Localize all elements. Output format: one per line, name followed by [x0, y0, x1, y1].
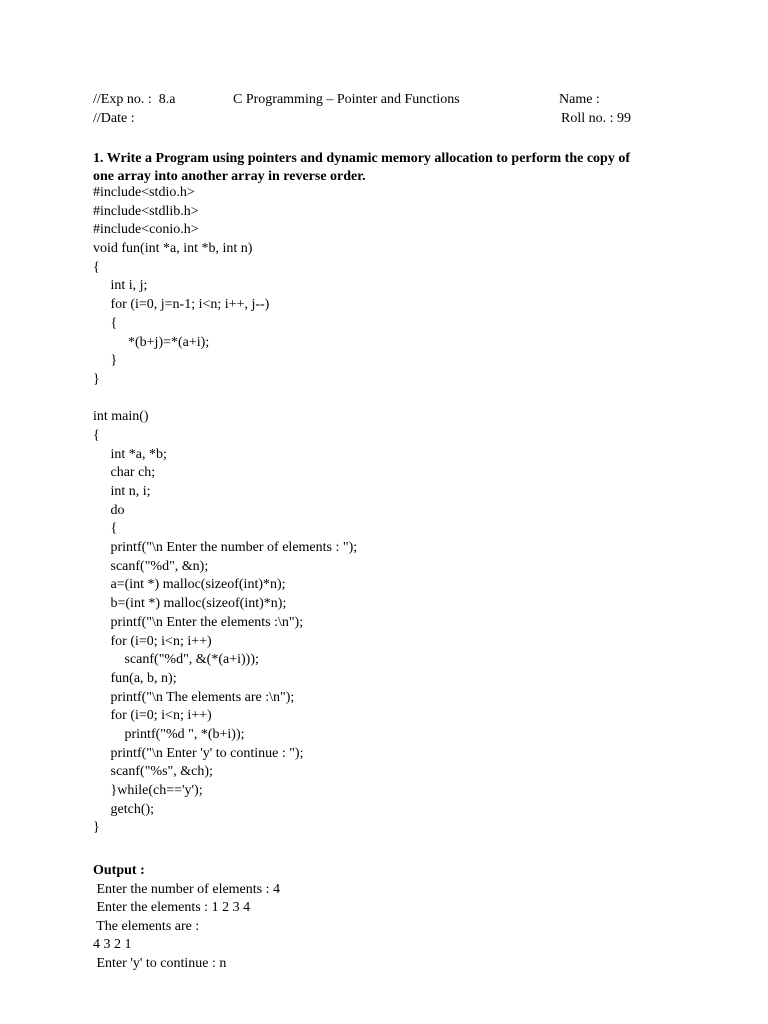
code-line: #include<stdlib.h>	[93, 203, 199, 219]
code-line: fun(a, b, n);	[93, 670, 177, 686]
output-line: Enter the elements : 1 2 3 4	[93, 900, 251, 916]
code-line: int n, i;	[93, 484, 151, 499]
roll-no: Roll no. : 99	[561, 111, 632, 126]
code-listing	[93, 184, 357, 838]
code-line: printf("\n Enter 'y' to continue : ");	[93, 745, 304, 761]
code-line: {	[93, 259, 100, 275]
code-line: }while(ch=='y');	[93, 783, 203, 798]
code-line: scanf("%d", &n);	[93, 558, 209, 574]
output-line: Enter 'y' to continue : n	[93, 955, 227, 971]
code-line: printf("\n Enter the elements :\n");	[93, 614, 304, 630]
code-line: void fun(int *a, int *b, int n)	[93, 241, 253, 257]
code-line: printf("\n Enter the number of elements : ");	[93, 540, 358, 556]
name-field: Name :	[559, 92, 600, 107]
code-line: #include<conio.h>	[93, 222, 199, 238]
output-title: Output :	[93, 863, 145, 878]
code-line: }	[93, 353, 118, 369]
code-line: getch();	[93, 801, 155, 817]
code-line: printf("%d ", *(b+i));	[93, 726, 245, 742]
question-text: 1. Write a Program using pointers and dynamic memory allocation to perform the copy of one array into another array in reverse order.	[93, 151, 631, 184]
code-line: char ch;	[93, 465, 156, 481]
code-line: {	[93, 521, 118, 537]
code-line: for (i=0, j=n-1; i<n; i++, j--)	[93, 297, 270, 313]
code-line: int main()	[93, 409, 149, 425]
code-line: {	[93, 427, 100, 443]
output-lines	[93, 881, 280, 974]
code-line: }	[93, 820, 100, 836]
code-line: *(b+j)=*(a+i);	[93, 334, 210, 350]
code-line: {	[93, 315, 118, 331]
code-line: a=(int *) malloc(sizeof(int)*n);	[93, 577, 286, 593]
output-section	[93, 862, 280, 973]
code-line: scanf("%d", &(*(a+i)));	[93, 652, 259, 668]
doc-title: C Programming – Pointer and Functions	[233, 92, 460, 107]
output-line: The elements are :	[93, 918, 200, 934]
code-line: int i, j;	[93, 278, 148, 294]
code-line: for (i=0; i<n; i++)	[93, 633, 212, 649]
exp-no: //Exp no. : 8.a	[93, 92, 176, 107]
code-line: int *a, *b;	[93, 446, 167, 462]
output-line: Enter the number of elements : 4	[93, 881, 280, 897]
code-line	[93, 390, 357, 409]
output-line: 4 3 2 1	[93, 937, 132, 953]
code-line: b=(int *) malloc(sizeof(int)*n);	[93, 596, 287, 612]
code-line: scanf("%s", &ch);	[93, 764, 213, 780]
code-line: for (i=0; i<n; i++)	[93, 708, 212, 724]
code-line: }	[93, 371, 100, 387]
code-line: printf("\n The elements are :\n");	[93, 689, 295, 705]
date-field: //Date :	[93, 111, 135, 126]
code-line: do	[93, 502, 125, 518]
code-line: #include<stdio.h>	[93, 185, 195, 200]
